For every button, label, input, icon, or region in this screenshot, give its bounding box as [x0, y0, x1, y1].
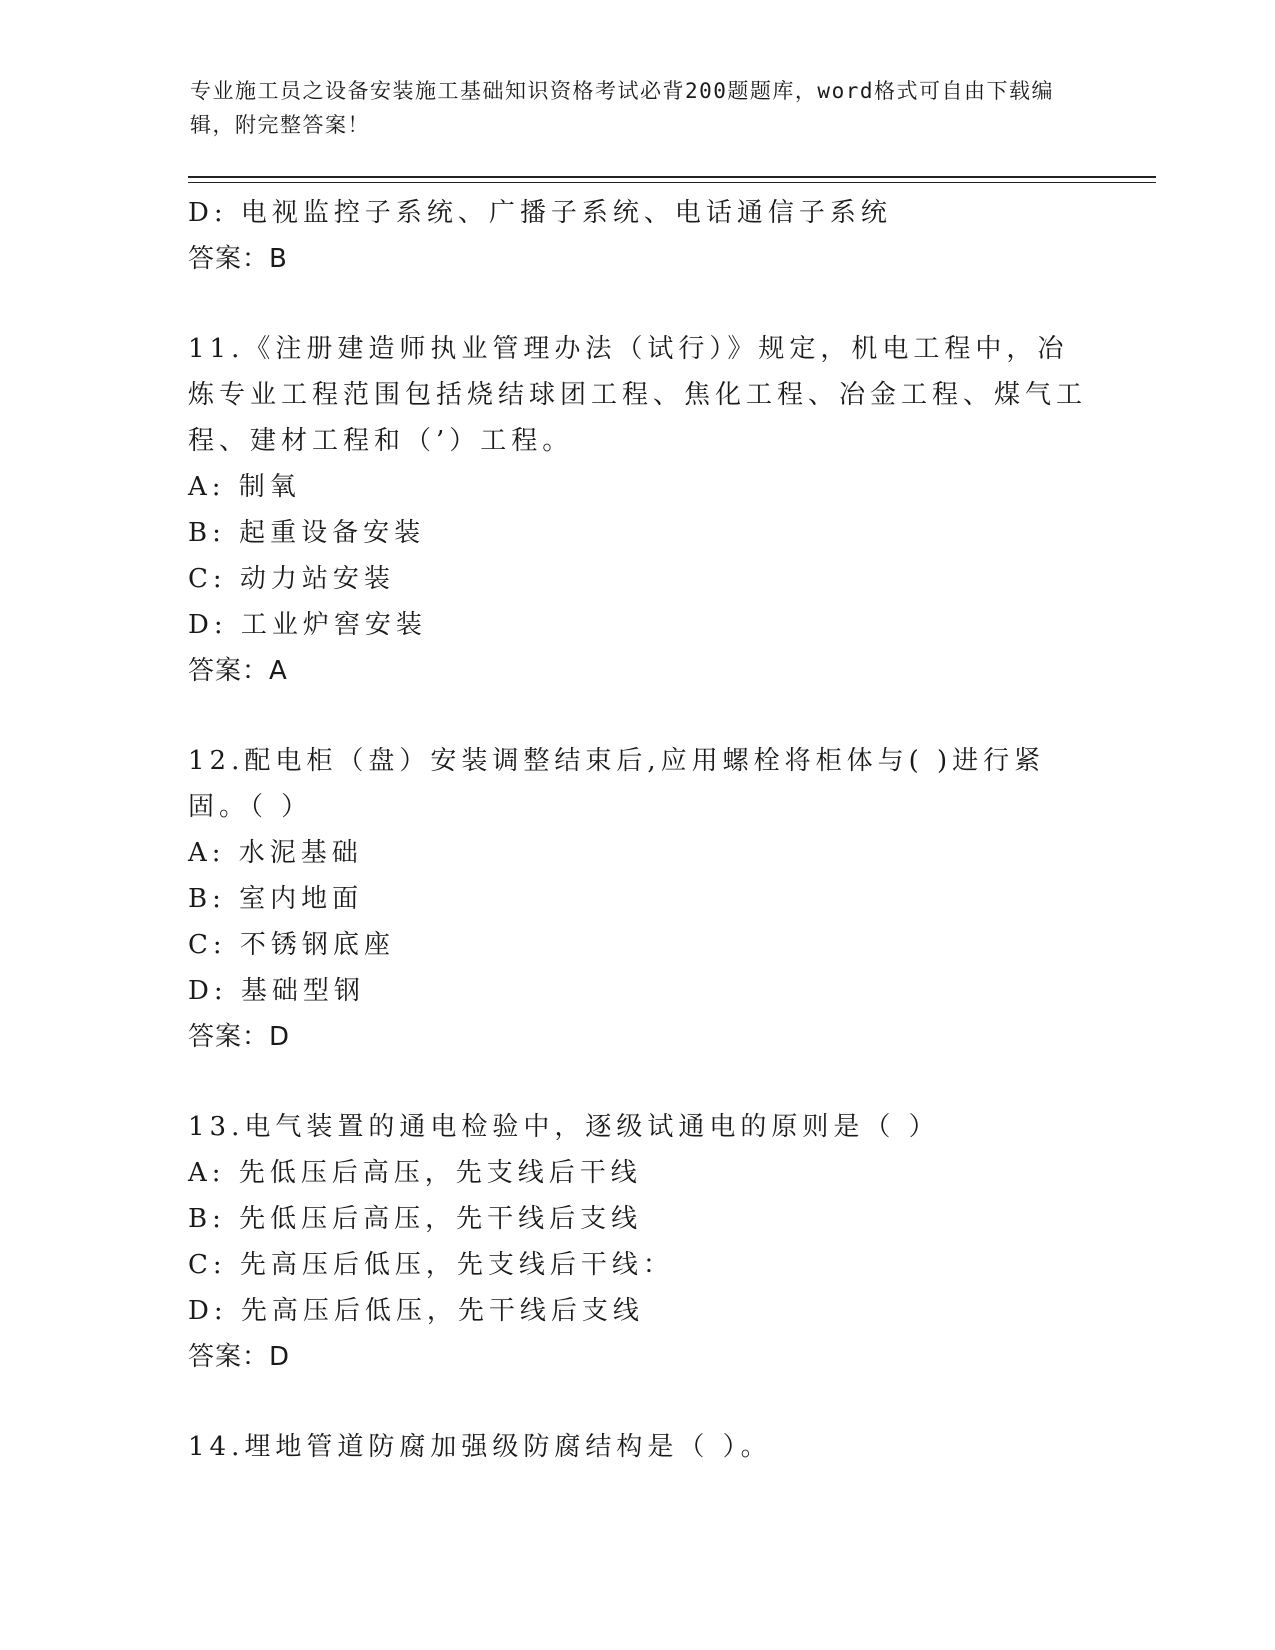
option-c: C: 不锈钢底座: [188, 930, 395, 960]
question-content: [188, 190, 1088, 1470]
option-d: D: 工业炉窖安装: [188, 610, 427, 640]
answer: 答案：A: [188, 656, 288, 686]
question-stem: 12.配电柜（盘）安装调整结束后,应用螺栓将柜体与( )进行紧固。（ ）: [188, 746, 1046, 822]
option-a: A: 水泥基础: [188, 838, 363, 868]
spacer: [188, 694, 1088, 738]
header-divider-thick: [188, 176, 1156, 178]
answer: 答案：B: [188, 244, 288, 274]
question-stem: 11.《注册建造师执业管理办法（试行）》规定，机电工程中，冶炼专业工程范围包括烧结球团工程、焦化工程、冶金工程、煤气工程、建材工程和（’）工程。: [188, 334, 1088, 456]
answer: 答案：D: [188, 1342, 291, 1372]
spacer: [188, 1060, 1088, 1104]
option-b: B: 先低压后高压，先干线后支线: [188, 1204, 643, 1234]
header-divider-thin: [188, 182, 1156, 183]
option-c: C: 动力站安装: [188, 564, 395, 594]
option-b: B: 室内地面: [188, 884, 364, 914]
document-header: 专业施工员之设备安装施工基础知识资格考试必背200题题库，word格式可自由下载编辑，附完整答案！: [190, 79, 1054, 137]
option-c: C: 先高压后低压，先支线后干线：: [188, 1250, 674, 1280]
option-d: D: 先高压后低压，先干线后支线: [188, 1296, 644, 1326]
option-a: A: 制氧: [188, 472, 301, 502]
spacer: [188, 1380, 1088, 1424]
spacer: [188, 282, 1088, 326]
option-a: A: 先低压后高压，先支线后干线: [188, 1158, 642, 1188]
option-d: D: 基础型钢: [188, 976, 365, 1006]
answer: 答案：D: [188, 1022, 291, 1052]
option-d: D: 电视监控子系统、广播子系统、电话通信子系统: [188, 198, 892, 228]
question-stem: 14.埋地管道防腐加强级防腐结构是（ ）。: [188, 1432, 772, 1462]
question-stem: 13.电气装置的通电检验中，逐级试通电的原则是（ ）: [188, 1112, 940, 1142]
option-b: B: 起重设备安装: [188, 518, 426, 548]
